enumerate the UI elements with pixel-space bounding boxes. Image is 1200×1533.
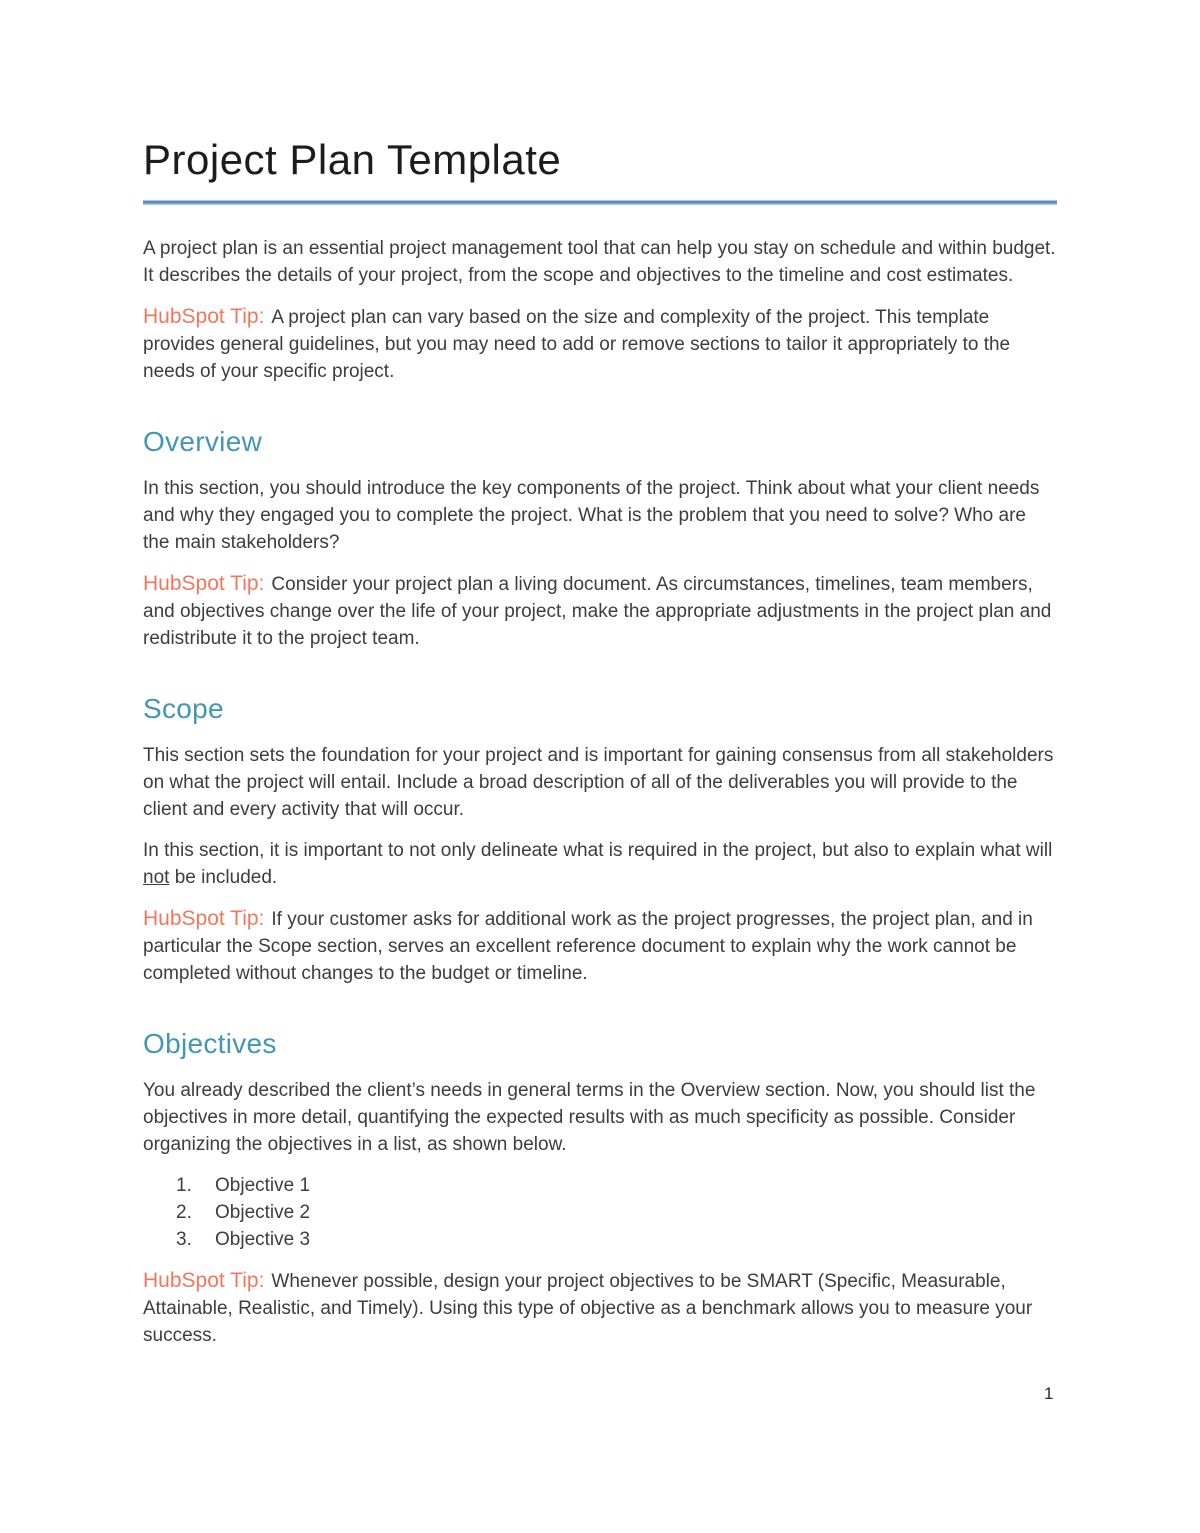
tip-text: Consider your project plan a living document. As circumstances, timelines, team members, and objectives change over the life of your project, make the appropriate adjustments in the project plan and redistribute it to the project team. [143,574,1052,649]
tip-text: If your customer asks for additional work as the project progresses, the project plan, and in particular the Scope section, serves an excellent reference document to explain why the work cannot be completed without changes to the budget or timeline. [143,909,1033,984]
title-underline-rule [143,200,1057,205]
section-heading-scope: Scope [143,693,224,724]
list-label: Objective 2 [215,1202,311,1223]
tip-label: HubSpot Tip: [143,305,265,328]
intro-paragraph: A project plan is an essential project management tool that can help you stay on schedule and within budget. It describes the details of your project, from the scope and objectives to the timeline and cost estimates. [143,238,1056,286]
tip-label: HubSpot Tip: [143,1269,265,1292]
tip-label: HubSpot Tip: [143,907,265,930]
underlined-not: not [143,867,170,888]
scope-paragraph-2-after: be included. [169,867,278,888]
objectives-list [143,1172,1057,1253]
scope-tip [143,905,1057,987]
scope-paragraph-1: This section sets the foundation for your project and is important for gaining consensus from all stakeholders on what the project will entail. Include a broad description of all of the deliverables you will provide to the client and every activity that will occur. [143,745,1054,820]
page-number: 1 [1044,1384,1054,1403]
list-item [143,1199,1057,1226]
page-title: Project Plan Template [143,136,562,183]
list-number: 3. [176,1229,192,1250]
list-label: Objective 1 [215,1175,311,1196]
list-item [143,1226,1057,1253]
list-number: 2. [176,1202,192,1223]
list-number: 1. [176,1175,192,1196]
tip-label: HubSpot Tip: [143,572,265,595]
list-item [143,1172,1057,1199]
objectives-paragraph: You already described the client’s needs in general terms in the Overview section. Now, you should list the objectives in more detail, quantifying the expected results with as much specificity as possible. Consider organizing the objectives in a list, as shown below. [143,1080,1036,1155]
list-label: Objective 3 [215,1229,311,1250]
scope-paragraph-2 [143,837,1057,891]
tip-text: Whenever possible, design your project objectives to be SMART (Specific, Measurable, Attainable, Realistic, and Timely). Using this type of objective as a benchmark allows you to measure your success. [143,1271,1033,1346]
objectives-tip [143,1267,1057,1349]
section-heading-objectives: Objectives [143,1028,277,1059]
scope-paragraph-2-before: In this section, it is important to not only delineate what is required in the project, but also to explain what will [143,840,1053,861]
section-heading-overview: Overview [143,426,263,457]
intro-tip [143,303,1057,385]
tip-text: A project plan can vary based on the size and complexity of the project. This template provides general guidelines, but you may need to add or remove sections to tailor it appropriately to the needs of your specific project. [143,307,1011,382]
overview-paragraph: In this section, you should introduce the key components of the project. Think about what your client needs and why they engaged you to complete the project. What is the problem that you need to solve? Who are the main stakeholders? [143,478,1040,553]
overview-tip [143,570,1057,652]
